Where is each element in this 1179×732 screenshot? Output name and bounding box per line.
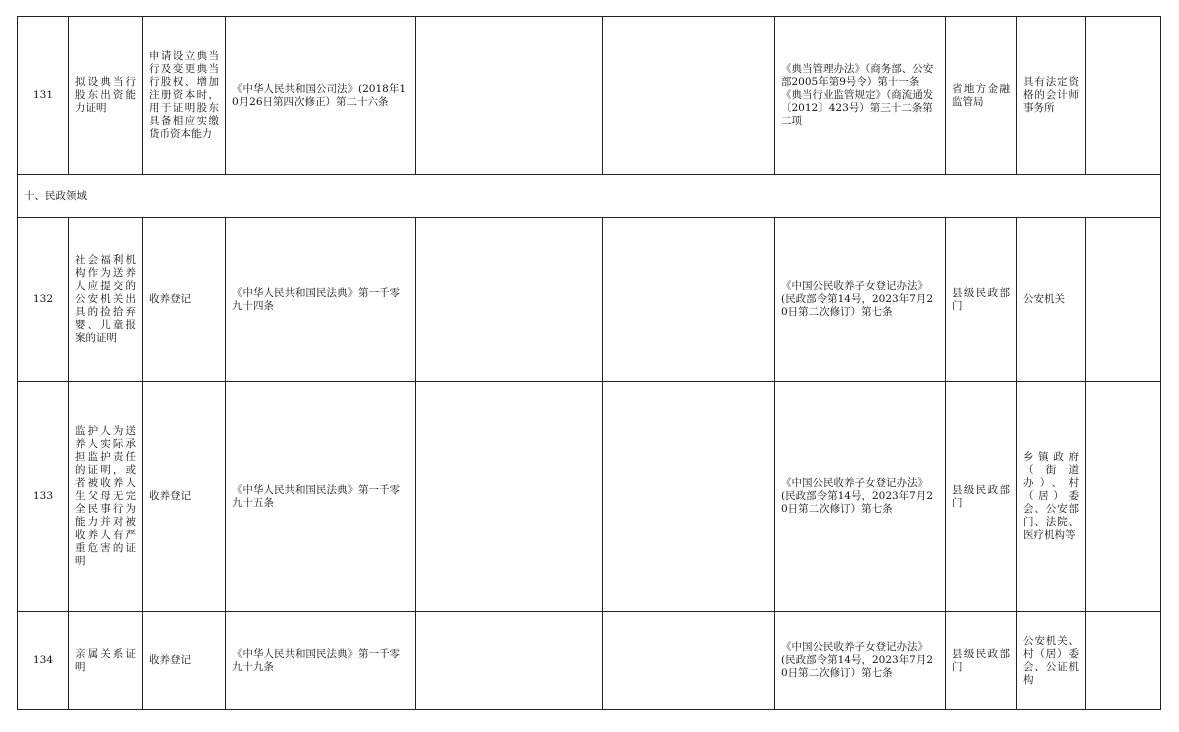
authority-cell: 县级民政部门 (946, 218, 1017, 382)
legal-basis-cell: 《中华人民共和国公司法》(2018年10月26日第四次修正）第二十六条 (226, 17, 416, 175)
certificate-name: 监护人为送养人实际承担监护责任的证明，或者被收养人生父母无完全民事行为能力并对被收养人有严重危害的证明 (69, 382, 143, 612)
matter-cell: 收养登记 (143, 218, 226, 382)
row-number: 133 (18, 382, 69, 612)
table-row (18, 17, 1161, 175)
regulation-cell: 《中国公民收养子女登记办法》(民政部令第14号，2023年7月20日第二次修订）第七条 (775, 612, 946, 710)
empty-cell (1086, 17, 1161, 175)
empty-cell (1086, 612, 1161, 710)
table-row (18, 612, 1161, 710)
regulation-cell: 《典当管理办法》（商务部、公安部2005年第9号令）第十一条 《典当行业监管规定》（商流通发〔2012〕423号）第三十二条第二项 (775, 17, 946, 175)
legal-basis-cell: 《中华人民共和国民法典》第一千零九十五条 (226, 382, 416, 612)
authority-cell: 县级民政部门 (946, 612, 1017, 710)
empty-cell (603, 17, 775, 175)
row-number: 131 (18, 17, 69, 175)
empty-cell (603, 382, 775, 612)
section-row (18, 175, 1161, 218)
legal-basis-cell: 《中华人民共和国民法典》第一千零九十九条 (226, 612, 416, 710)
authority-cell: 县级民政部门 (946, 382, 1017, 612)
certificate-name: 拟设典当行股东出资能力证明 (69, 17, 143, 175)
empty-cell (416, 382, 603, 612)
regulation-cell: 《中国公民收养子女登记办法》(民政部令第14号，2023年7月20日第二次修订）第七条 (775, 218, 946, 382)
certificate-name: 亲属关系证明 (69, 612, 143, 710)
issuer-cell: 公安机关、村（居）委会、公证机构 (1017, 612, 1086, 710)
empty-cell (416, 612, 603, 710)
certificate-name: 社会福利机构作为送养人应提交的公安机关出具的捡拾弃婴、儿童报案的证明 (69, 218, 143, 382)
row-number: 132 (18, 218, 69, 382)
empty-cell (603, 612, 775, 710)
matter-cell: 申请设立典当行及变更典当行股权、增加注册资本时，用于证明股东具备相应实缴货币资本能力 (143, 17, 226, 175)
issuer-cell: 具有法定资格的会计师事务所 (1017, 17, 1086, 175)
empty-cell (416, 218, 603, 382)
issuer-cell: 乡镇政府（街道办）、村（居）委会、公安部门、法院、医疗机构等 (1017, 382, 1086, 612)
empty-cell (603, 218, 775, 382)
issuer-cell: 公安机关 (1017, 218, 1086, 382)
table-row (18, 218, 1161, 382)
authority-cell: 省地方金融监管局 (946, 17, 1017, 175)
regulation-cell: 《中国公民收养子女登记办法》(民政部令第14号，2023年7月20日第二次修订）第七条 (775, 382, 946, 612)
table-row (18, 382, 1161, 612)
matter-cell: 收养登记 (143, 382, 226, 612)
empty-cell (416, 17, 603, 175)
section-title: 十、民政领域 (18, 175, 1161, 218)
legal-basis-cell: 《中华人民共和国民法典》第一千零九十四条 (226, 218, 416, 382)
matter-cell: 收养登记 (143, 612, 226, 710)
empty-cell (1086, 218, 1161, 382)
empty-cell (1086, 382, 1161, 612)
row-number: 134 (18, 612, 69, 710)
certificate-table (17, 16, 1161, 710)
